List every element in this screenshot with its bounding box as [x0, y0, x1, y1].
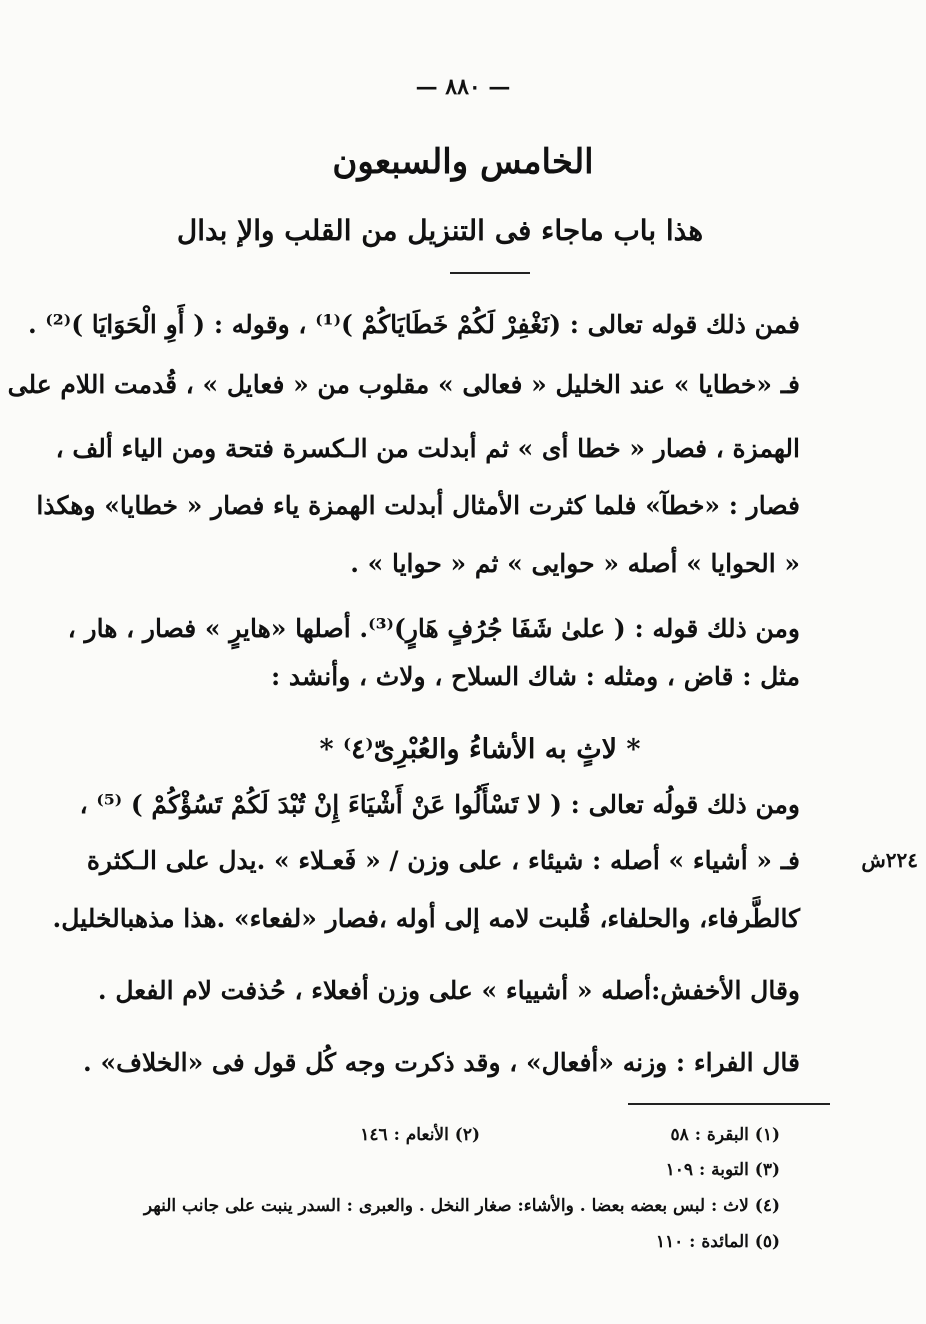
paragraph-line-1: فمن ذلك قوله تعالى : (نَغْفِرْ لَكُمْ خَطَايَاكُمْ )⁽¹⁾ ، وقوله : ( أَوِ الْحَوَايَا )⁽²⁾ . — [27, 310, 800, 339]
poetry-verse: * لاثٍ به الأشاءُ والعُبْرِىّ⁽٤⁾ * — [319, 734, 641, 765]
title-divider — [450, 272, 530, 274]
paragraph-line-12: قال الفراء : وزنه «أفعال» ، وقد ذكرت وجه كُل قول فى «الخلاف» . — [83, 1048, 800, 1077]
footnote-1: (١) البقرة : ٥٨ — [670, 1125, 780, 1145]
footnote-3: (٣) التوبة : ١٠٩ — [665, 1160, 780, 1180]
section-title: هذا باب ماجاء فى التنزيل من القلب والإ بدال — [176, 214, 704, 247]
paragraph-line-11: وقال الأخفش:أصله « أشيياء » على وزن أفعلاء ، حُذفت لام الفعل . — [97, 976, 800, 1005]
paragraph-line-3: الهمزة ، فصار « خطا أى » ثم أبدلت من الـكسرة فتحة ومن الياء ألف ، — [55, 434, 800, 463]
footnote-5: (٥) المائدة : ١١٠ — [655, 1232, 780, 1252]
paragraph-line-5: « الحوايا » أصله « حوايى » ثم « حوايا » . — [350, 549, 800, 578]
paragraph-line-9: فـ « أشياء » أصله : شيئاء ، على وزن / « فَعـلاء » .يدل على الـكثرة — [86, 846, 800, 875]
paragraph-line-4: فصار : «خطآ» فلما كثرت الأمثال أبدلت الهمزة ياء فصار « خطايا» وهكذا — [36, 491, 800, 520]
paragraph-line-10: كالطَّرفاء، والحلفاء، قُلبت لامه إلى أوله ،فصار «لفعاء» .هذا مذهبالخليل. — [52, 904, 800, 933]
page-number: — ٨٨٠ — — [415, 74, 511, 100]
footnote-4: (٤) لاث : لبس بعضه بعضا . والأشاء: صغار النخل . والعبرى : السدر ينبت على جانب النهر — [143, 1196, 780, 1216]
footnote-divider — [628, 1103, 830, 1105]
margin-manuscript-note: ٢٢٤ش — [861, 848, 918, 872]
paragraph-line-6: ومن ذلك قوله : ( علىٰ شَفَا جُرُفٍ هَارٍ)⁽³⁾. أصلها «هايرٍ » فصار ، هار ، — [67, 614, 800, 643]
paragraph-line-8: ومن ذلك قولُه تعالى : ( لا تَسْأَلُوا عَنْ أَشْيَاءَ إِنْ تُبْدَ لَكُمْ تَسُؤْكُمْ ) ⁽⁵⁾ ، — [79, 790, 800, 819]
paragraph-line-2: فـ «خطايا » عند الخليل « فعالى » مقلوب من « فعايل » ، قُدمت اللام على — [7, 370, 800, 399]
footnote-2: (٢) الأنعام : ١٤٦ — [360, 1125, 480, 1145]
chapter-title: الخامس والسبعون — [332, 142, 594, 182]
paragraph-line-7: مثل : قاض ، ومثله : شاك السلاح ، ولاث ، وأنشد : — [270, 662, 800, 691]
